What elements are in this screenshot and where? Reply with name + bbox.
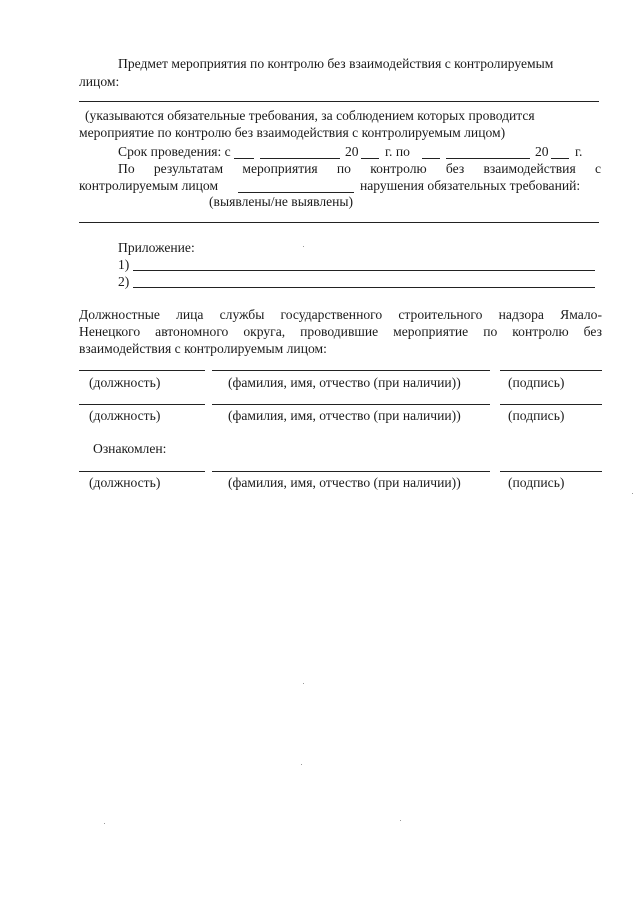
requirements-note-line-1: (указываются обязательные требования, за соблюдением которых проводится	[85, 108, 535, 123]
full-name-caption-1: (фамилия, имя, отчество (при наличии))	[228, 375, 461, 390]
position-caption-3: (должность)	[89, 475, 161, 490]
scan-speck	[303, 246, 304, 247]
scan-speck	[303, 683, 304, 684]
attachment-item-2-field[interactable]	[133, 287, 595, 288]
full-name-field-2[interactable]	[212, 404, 490, 405]
scan-speck	[400, 820, 401, 821]
position-field-1[interactable]	[79, 370, 205, 371]
subject-heading-line-1: Предмет мероприятия по контролю без взаимодействия с контролируемым	[118, 56, 554, 71]
results-word: По	[118, 161, 135, 176]
scan-speck	[301, 764, 302, 765]
results-word: по	[336, 161, 351, 176]
requirements-note-line-2: мероприятие по контролю без взаимодействия с контролируемым лицом)	[79, 125, 506, 140]
subject-heading-line-2: лицом:	[79, 74, 120, 89]
period-end-month-field[interactable]	[446, 158, 530, 159]
results-word: контролю	[370, 161, 427, 176]
period-label: Срок проведения: с	[118, 144, 231, 159]
signature-caption-1: (подпись)	[508, 375, 565, 390]
position-caption-2: (должность)	[89, 408, 161, 423]
signature-caption-3: (подпись)	[508, 475, 565, 490]
position-field-2[interactable]	[79, 404, 205, 405]
officials-line-1: Должностные лица службы государственного строительного надзора Ямало-	[79, 307, 602, 322]
results-line-2-end: нарушения обязательных требований:	[360, 178, 581, 193]
full-name-field-1[interactable]	[212, 370, 490, 371]
subject-input-line[interactable]	[79, 101, 599, 102]
position-field-3[interactable]	[79, 471, 205, 472]
results-line-1	[118, 160, 601, 177]
results-word: мероприятия	[242, 161, 318, 176]
period-start-year-field[interactable]	[361, 158, 379, 159]
attachments-label: Приложение:	[118, 240, 195, 255]
period-start-year-prefix: 20	[345, 144, 359, 159]
position-caption-1: (должность)	[89, 375, 161, 390]
period-start-month-field[interactable]	[260, 158, 340, 159]
scan-speck	[632, 493, 633, 494]
acquainted-label: Ознакомлен:	[93, 441, 167, 456]
full-name-field-3[interactable]	[212, 471, 490, 472]
results-line-2-start: контролируемым лицом	[79, 178, 219, 193]
period-end-day-field[interactable]	[422, 158, 440, 159]
attachment-item-1-field[interactable]	[133, 270, 595, 271]
attachment-item-1-number: 1)	[118, 257, 130, 272]
officials-line-3: взаимодействия с контролируемым лицом:	[79, 341, 327, 356]
attachment-item-2-number: 2)	[118, 274, 130, 289]
results-word: без	[445, 161, 465, 176]
scan-speck	[104, 823, 105, 824]
results-word: взаимодействия	[483, 161, 576, 176]
officials-line-2: Ненецкого автономного округа, проводившие мероприятие по контролю без	[79, 324, 602, 339]
signature-field-2[interactable]	[500, 404, 602, 405]
signature-caption-2: (подпись)	[508, 408, 565, 423]
full-name-caption-3: (фамилия, имя, отчество (при наличии))	[228, 475, 461, 490]
signature-field-1[interactable]	[500, 370, 602, 371]
period-end-year-suffix: г.	[575, 144, 583, 159]
violations-input-line[interactable]	[79, 222, 599, 223]
full-name-caption-2: (фамилия, имя, отчество (при наличии))	[228, 408, 461, 423]
period-start-day-field[interactable]	[234, 158, 254, 159]
period-end-year-field[interactable]	[551, 158, 569, 159]
period-start-year-suffix: г. по	[385, 144, 410, 159]
results-word: результатам	[153, 161, 224, 176]
results-word: с	[594, 161, 601, 176]
period-end-year-prefix: 20	[535, 144, 549, 159]
signature-field-3[interactable]	[500, 471, 602, 472]
results-found-note: (выявлены/не выявлены)	[209, 194, 354, 209]
